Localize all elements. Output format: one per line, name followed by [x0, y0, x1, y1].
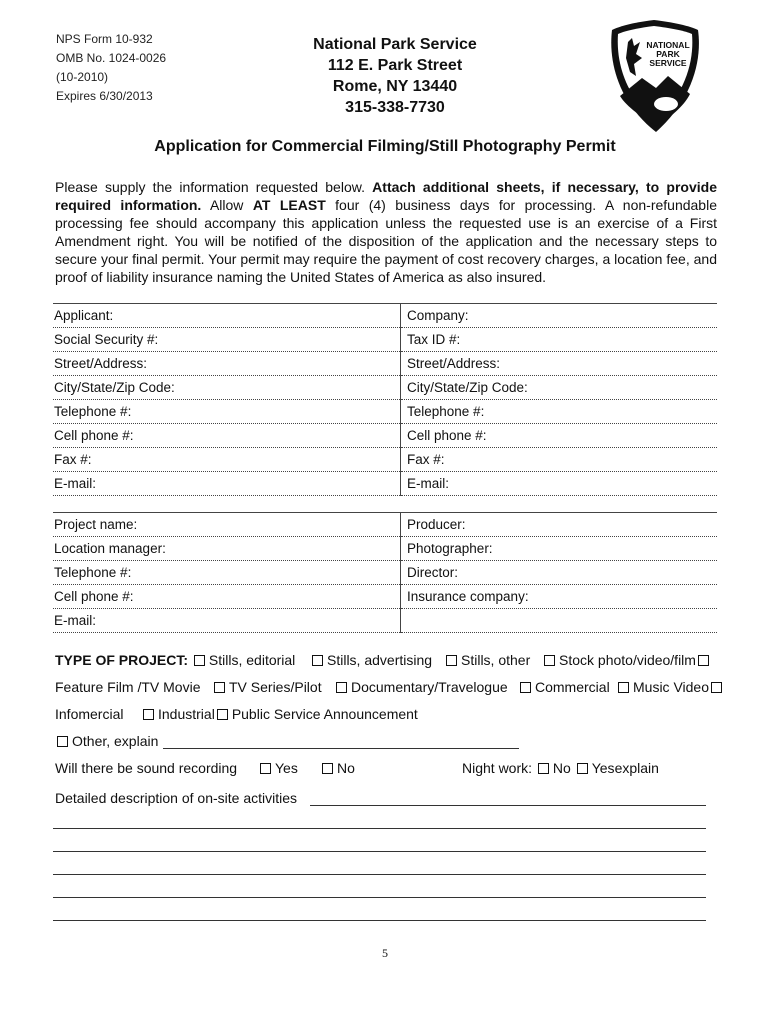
checkbox-night-yes[interactable]: [577, 763, 588, 774]
label-other-explain: Other, explain: [72, 733, 159, 749]
applicant-table-row: [53, 376, 717, 400]
agency-name: National Park Service: [313, 36, 477, 53]
form-title: Application for Commercial Filming/Still Photography Permit: [154, 138, 616, 155]
night-work-row: [462, 760, 659, 776]
sound-recording-row: [55, 760, 237, 776]
checkbox-documentary[interactable]: [336, 682, 347, 693]
label-night-no: No: [552, 760, 571, 776]
checkbox-stock-photo[interactable]: [544, 655, 555, 666]
project-table-left-field[interactable]: Cell phone #:: [53, 585, 401, 609]
form-number: NPS Form 10-932: [56, 32, 153, 46]
checkbox-commercial[interactable]: [520, 682, 531, 693]
page-number: 5: [382, 946, 388, 960]
applicant-table-row: [53, 424, 717, 448]
label-industrial: Industrial: [158, 706, 215, 722]
label-sound-recording: Will there be sound recording: [55, 760, 238, 776]
bison-icon: [654, 97, 678, 111]
applicant-table-right-field[interactable]: Company:: [401, 304, 718, 328]
checkbox-sound-no[interactable]: [322, 763, 333, 774]
form-meta: [56, 30, 166, 106]
agency-phone: 315-338-7730: [345, 99, 445, 116]
applicant-table-row: [53, 304, 717, 328]
option-commercial: [518, 679, 610, 695]
label-documentary: Documentary/Travelogue: [351, 679, 508, 695]
checkbox-music-video[interactable]: [618, 682, 629, 693]
description-line-4[interactable]: [53, 874, 706, 875]
applicant-table-left-field[interactable]: City/State/Zip Code:: [53, 376, 401, 400]
label-sound-no: No: [337, 760, 355, 776]
option-industrial: [141, 706, 418, 722]
project-table-row: [53, 561, 717, 585]
applicant-table-left-field[interactable]: Fax #:: [53, 448, 401, 472]
intro-bold-1: Attach additional sheets, if necessary, to provide required information.: [55, 179, 717, 213]
label-stills-editorial: Stills, editorial: [208, 652, 296, 668]
checkbox-sound-yes[interactable]: [260, 763, 271, 774]
project-table-row: [53, 537, 717, 561]
checkbox-industrial[interactable]: [143, 709, 154, 720]
applicant-table-left-field[interactable]: E-mail:: [53, 472, 401, 496]
project-type-row-3: [55, 706, 123, 722]
form-expiration: Expires 6/30/2013: [56, 89, 153, 103]
checkbox-stills-other[interactable]: [446, 655, 457, 666]
label-sound-yes: Yes: [275, 760, 298, 776]
agency-address: [290, 34, 500, 118]
sound-yes-option: [258, 760, 298, 776]
agency-street: 112 E. Park Street: [327, 57, 463, 74]
checkbox-public-service[interactable]: [217, 709, 228, 720]
sound-no-option: [320, 760, 355, 776]
option-stills-other: [444, 652, 530, 668]
project-table-left-field[interactable]: E-mail:: [53, 609, 401, 633]
instructions-paragraph: [55, 178, 717, 286]
intro-text-1: Please supply the information requested below.: [55, 179, 373, 195]
label-night-work: Night work:: [462, 760, 533, 776]
logo-text-national: NATIONAL: [646, 40, 690, 50]
label-night-explain: explain: [614, 760, 659, 776]
label-stills-advertising: Stills, advertising: [327, 652, 433, 668]
description-line-1[interactable]: [310, 805, 706, 806]
option-other: [55, 733, 158, 749]
checkbox-feature-film[interactable]: [698, 655, 709, 666]
project-table-left-field[interactable]: Telephone #:: [53, 561, 401, 585]
form-revision: (10-2010): [56, 70, 109, 84]
checkbox-night-no[interactable]: [538, 763, 549, 774]
omb-number: OMB No. 1024-0026: [56, 51, 167, 65]
applicant-table: [53, 303, 717, 496]
applicant-table-left-field[interactable]: Applicant:: [53, 304, 401, 328]
applicant-table-right-field[interactable]: Cell phone #:: [401, 424, 718, 448]
logo-text-park: PARK: [656, 49, 680, 59]
applicant-table-right-field[interactable]: City/State/Zip Code:: [401, 376, 718, 400]
option-stills-advertising: [310, 652, 432, 668]
checkbox-tv-series[interactable]: [214, 682, 225, 693]
applicant-table-right-field[interactable]: Street/Address:: [401, 352, 718, 376]
applicant-table-left-field[interactable]: Telephone #:: [53, 400, 401, 424]
applicant-table-left-field[interactable]: Cell phone #:: [53, 424, 401, 448]
project-table-row: [53, 585, 717, 609]
project-table-right-field[interactable]: [401, 609, 718, 633]
project-type-label: TYPE OF PROJECT:: [55, 652, 189, 668]
agency-city: Rome, NY 13440: [332, 78, 458, 95]
applicant-table-left-field[interactable]: Street/Address:: [53, 352, 401, 376]
applicant-table-row: [53, 448, 717, 472]
applicant-table-row: [53, 472, 717, 496]
other-explain-field[interactable]: [163, 748, 519, 749]
description-line-6[interactable]: [53, 920, 706, 921]
checkbox-stills-editorial[interactable]: [194, 655, 205, 666]
applicant-table-row: [53, 400, 717, 424]
project-table-left-field[interactable]: Location manager:: [53, 537, 401, 561]
project-table-row: [53, 609, 717, 633]
intro-bold-2: AT LEAST: [252, 197, 326, 213]
applicant-table-right-field[interactable]: E-mail:: [401, 472, 718, 496]
project-table-row: [53, 513, 717, 537]
checkbox-other[interactable]: [57, 736, 68, 747]
label-night-yes: Yes: [591, 760, 615, 776]
label-public-service: Public Service Announcement: [231, 706, 418, 722]
project-table-right-field[interactable]: Producer:: [401, 513, 718, 537]
label-tv-series: TV Series/Pilot: [229, 679, 322, 695]
intro-text-2: Allow: [201, 197, 253, 213]
project-type-row-2: [55, 679, 200, 695]
label-commercial: Commercial: [535, 679, 610, 695]
project-table-left-field[interactable]: Project name:: [53, 513, 401, 537]
project-table: [53, 512, 717, 633]
nps-arrowhead-logo: [606, 18, 702, 134]
label-infomercial: Infomercial: [55, 706, 124, 722]
description-line-5[interactable]: [53, 897, 706, 898]
project-table-right-field[interactable]: Insurance company:: [401, 585, 718, 609]
project-table-right-field[interactable]: Photographer:: [401, 537, 718, 561]
applicant-table-right-field[interactable]: Telephone #:: [401, 400, 718, 424]
description-line-3[interactable]: [53, 851, 706, 852]
option-documentary: [334, 679, 508, 695]
applicant-table-row: [53, 352, 717, 376]
label-music-video: Music Video: [633, 679, 710, 695]
applicant-table-right-field[interactable]: Tax ID #:: [401, 328, 718, 352]
applicant-table-row: [53, 328, 717, 352]
label-feature-film: Feature Film /TV Movie: [55, 679, 201, 695]
logo-text-service: SERVICE: [649, 58, 687, 68]
option-music-video: [616, 679, 726, 695]
description-label: Detailed description of on-site activities: [55, 790, 298, 806]
checkbox-infomercial[interactable]: [711, 682, 722, 693]
intro-text-3: four (4) business days for processing. A non-refundable processing fee should accompany this application unless the requested use is an exercise of a First Amendment right. You will be notified of the disposition of the application and the necessary steps to secure your final permit. Your permit may require the payment of cost recovery charges, a location fee, and proof of liability insurance naming the United States of America as also insured.: [55, 197, 717, 285]
label-stills-other: Stills, other: [461, 652, 531, 668]
option-tv-series: [212, 679, 322, 695]
project-table-right-field[interactable]: Director:: [401, 561, 718, 585]
option-stock-photo: [542, 652, 713, 668]
applicant-table-right-field[interactable]: Fax #:: [401, 448, 718, 472]
description-line-2[interactable]: [53, 828, 706, 829]
project-type-row-1: [55, 652, 295, 668]
applicant-table-left-field[interactable]: Social Security #:: [53, 328, 401, 352]
label-stock-photo: Stock photo/video/film: [559, 652, 696, 668]
checkbox-stills-advertising[interactable]: [312, 655, 323, 666]
